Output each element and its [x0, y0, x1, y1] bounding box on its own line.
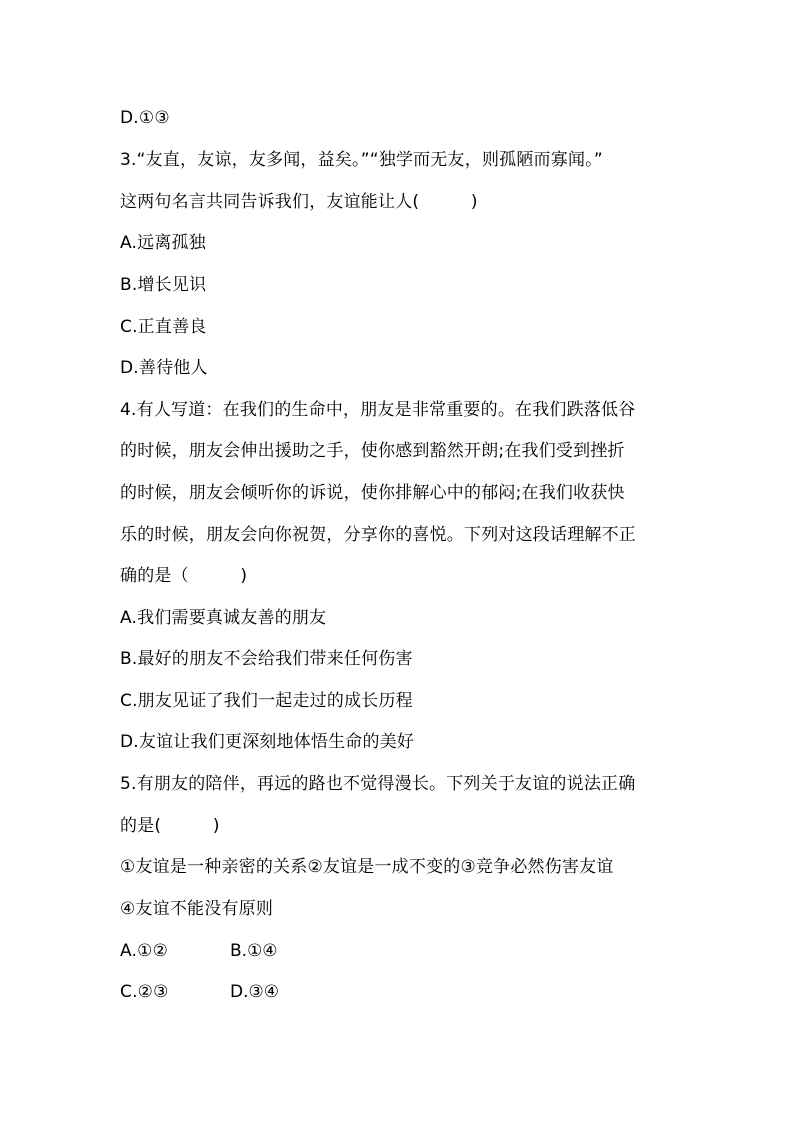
question-3-text-cont: 这两句名言共同告诉我们，友谊能让人( ): [120, 192, 478, 212]
question-3-text: 3.“友直，友谅，友多闻，益矣。”“独学而无友，则孤陋而寡闻。”: [120, 150, 603, 170]
question-5-text-cont: 的是( ): [120, 816, 220, 836]
option-d-q4: D.友谊让我们更深刻地体悟生命的美好: [120, 732, 415, 752]
question-4-text-cont: 确的是（ ): [120, 566, 248, 586]
question-4-text-cont: 乐的时候，朋友会向你祝贺，分享你的喜悦。下列对这段话理解不正: [120, 525, 636, 545]
option-b-q5: B.①④: [230, 941, 278, 961]
option-a-q4: A.我们需要真诚友善的朋友: [120, 608, 327, 628]
question-4-text: 4.有人写道：在我们的生命中，朋友是非常重要的。在我们跌落低谷: [120, 400, 636, 420]
option-a-q5: A.①②: [120, 941, 169, 961]
option-c-q4: C.朋友见证了我们一起走过的成长历程: [120, 691, 413, 711]
option-b-q4: B.最好的朋友不会给我们带来任何伤害: [120, 649, 413, 669]
option-c-q5: C.②③: [120, 982, 169, 1002]
question-4-text-cont: 的时候，朋友会倾听你的诉说，使你排解心中的郁闷;在我们收获快: [120, 483, 625, 503]
option-a-q3: A.远离孤独: [120, 233, 206, 253]
option-c-q3: C.正直善良: [120, 317, 207, 337]
question-4-text-cont: 的时候，朋友会伸出援助之手，使你感到豁然开朗;在我们受到挫折: [120, 441, 625, 461]
option-d-q2: D.①③: [120, 108, 170, 128]
question-5-statements: ①友谊是一种亲密的关系②友谊是一成不变的③竞争必然伤害友谊: [120, 857, 614, 877]
option-b-q3: B.增长见识: [120, 275, 207, 295]
question-5-statements-cont: ④友谊不能没有原则: [120, 899, 274, 919]
question-5-text: 5.有朋友的陪伴，再远的路也不觉得漫长。下列关于友谊的说法正确: [120, 774, 636, 794]
option-d-q3: D.善待他人: [120, 358, 208, 378]
option-d-q5: D.③④: [230, 982, 279, 1002]
